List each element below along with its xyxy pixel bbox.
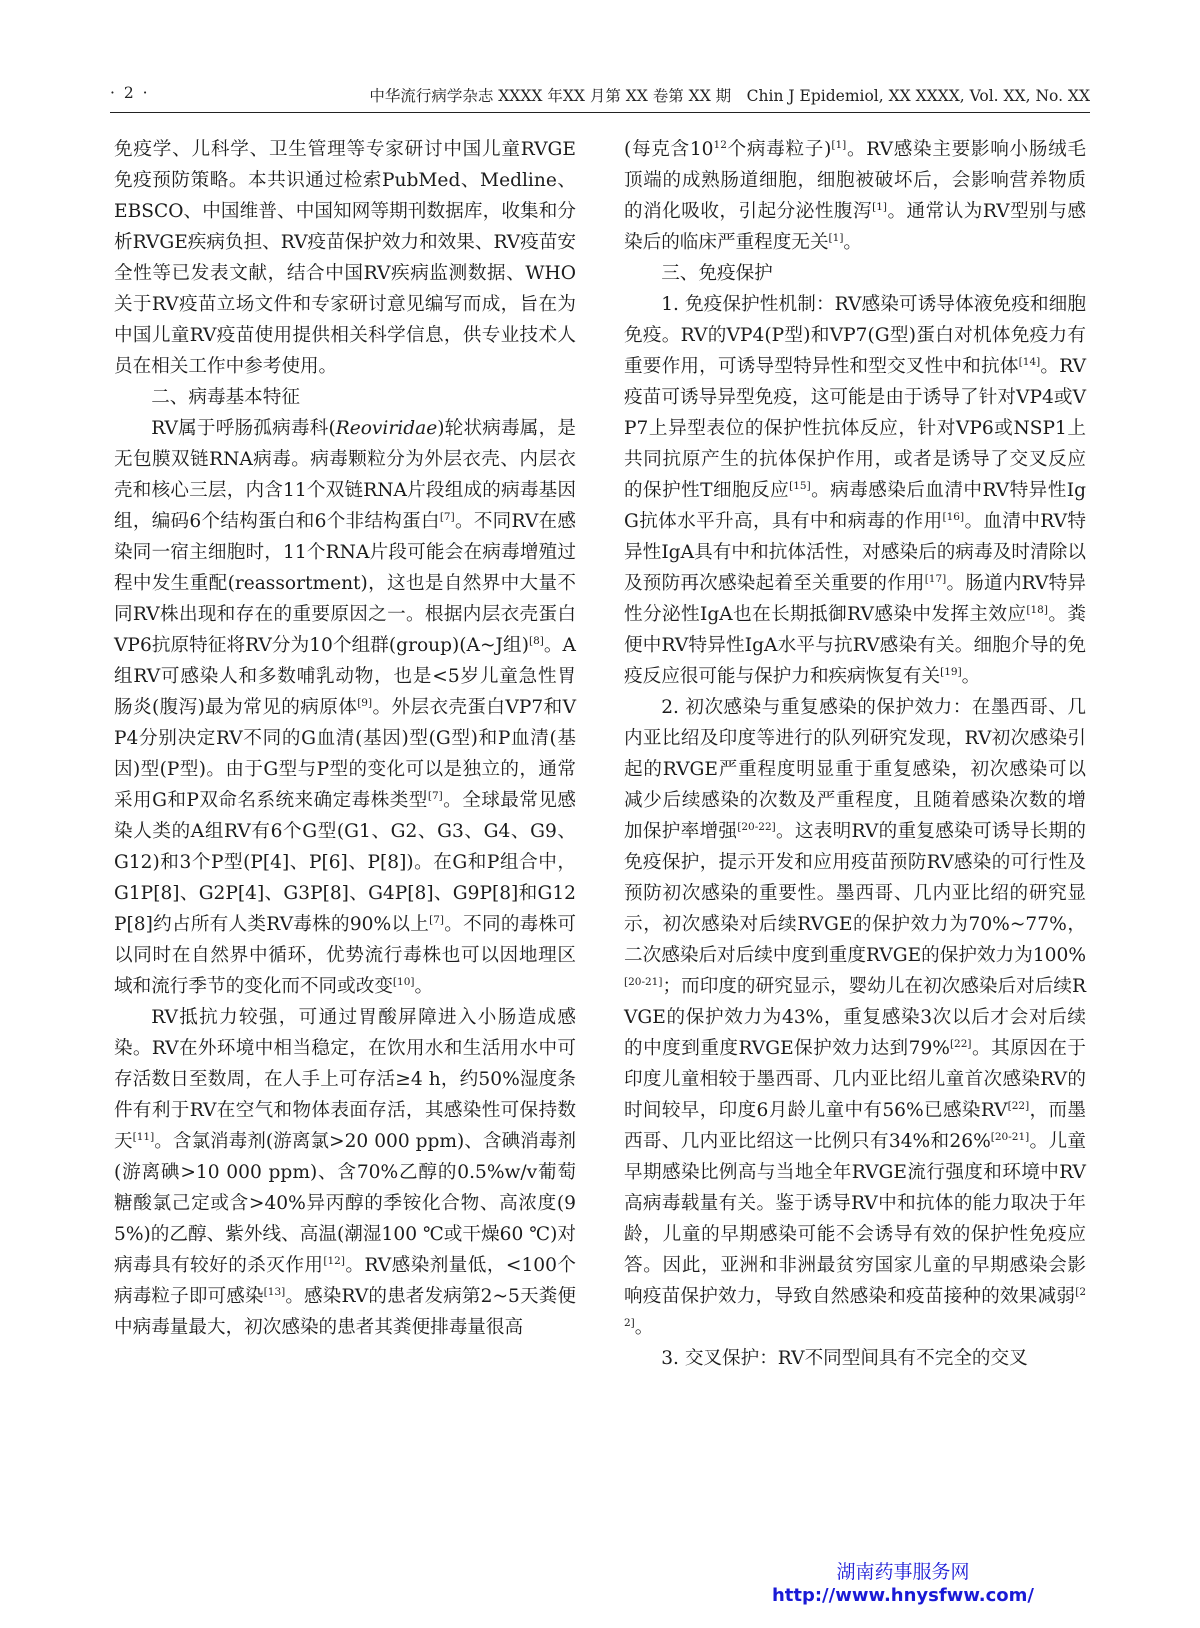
paragraph-intro-continued: 免疫学、儿科学、卫生管理等专家研讨中国儿童RVGE免疫预防策略。本共识通过检索PubMed、Medline、EBSCO、中国维普、中国知网等期刊数据库，收集和分析RVGE疾病负担、RV疫苗保护效力和效果、RV疫苗安全性等已发表文献，结合中国RV疾病监测数据、WHO关于RV疫苗立场文件和专家研讨意见编写而成，旨在为中国儿童RV疫苗使用提供相关科学信息，供专业技术人员在相关工作中参考使用。 xyxy=(114,139,577,377)
left-column xyxy=(114,134,576,1343)
citation: [9] xyxy=(357,697,373,709)
citation: [17] xyxy=(924,573,947,585)
paragraph-repeat-infection: 2. 初次感染与重复感染的保护效力：在墨西哥、几内亚比绍及印度等进行的队列研究发现，RV初次感染引起的RVGE严重程度明显重于重复感染，初次感染可以减少后续感染的次数及严重程度，且随着感染次数的增加保护率增强[20-22]。这表明RV的重复感染可诱导长期的免疫保护，提示开发和应用疫苗预防RV感染的可行性及预防初次感染的重要性。墨西哥、几内亚比绍的研究显示，初次感染对后续RVGE的保护效力为70%~77%，二次感染后对后续中度到重度RVGE的保护效力为100%[20-21]；而印度的研究显示，婴幼儿在初次感染后对后续RVGE的保护效力为43%，重复感染3次以后才会对后续的中度到重度RVGE保护效力达到79%[22]。其原因在于印度儿童相较于墨西哥、几内亚比绍儿童首次感染RV的时间较早，印度6月龄儿童中有56%已感染RV[22]，而墨西哥、几内亚比绍这一比例只有34%和26%[20-21]。儿童早期感染比例高与当地全年RVGE流行强度和环境中RV高病毒载量有关。鉴于诱导RV中和抗体的能力取决于年龄，儿童的早期感染可能不会诱导有效的保护性免疫应答。因此，亚洲和非洲最贫穷国家儿童的早期感染会影响疫苗保护效力，导致自然感染和疫苗接种的效果减弱[22]。 xyxy=(624,697,1086,1338)
citation: [13] xyxy=(263,1286,286,1298)
citation: [1] xyxy=(828,232,844,244)
citation: [16] xyxy=(942,511,965,523)
exponent: 12 xyxy=(713,139,727,151)
citation: [15] xyxy=(789,480,811,492)
paragraph-immune-mechanism: 1. 免疫保护性机制：RV感染可诱导体液免疫和细胞免疫。RV的VP4(P型)和VP7(G型)蛋白对机体免疫力有重要作用，可诱导型特异性和型交叉性中和抗体[14]。RV疫苗可诱导异型免疫，这可能是由于诱导了针对VP4或VP7上异型表位的保护性抗体反应，针对VP6或NSP1上共同抗原产生的抗体保护作用，或者是诱导了交叉反应的保护性T细胞反应[15]。病毒感染后血清中RV特异性IgG抗体水平升高，具有中和病毒的作用[16]。血清中RV特异性IgA具有中和抗体活性，对感染后的病毒及时清除以及预防再次感染起着至关重要的作用[17]。肠道内RV特异性分泌性IgA也在长期抵御RV感染中发挥主效应[18]。粪便中RV特异性IgA水平与抗RV感染有关。细胞介导的免疫反应很可能与保护力和疾病恢复有关[19]。 xyxy=(624,294,1087,687)
citation: [10] xyxy=(392,976,415,988)
paragraph-cross-protection: 3. 交叉保护：RV不同型间具有不完全的交叉 xyxy=(661,1348,1028,1369)
citation: [1] xyxy=(872,201,887,213)
page-number: · 2 · xyxy=(110,84,150,102)
watermark-site-name: 湖南药事服务网 xyxy=(836,1561,970,1583)
citation: [11] xyxy=(132,1131,155,1143)
citation: [12] xyxy=(323,1255,345,1267)
citation: [19] xyxy=(940,666,962,678)
citation: [8] xyxy=(528,635,544,647)
citation: [14] xyxy=(1018,356,1041,368)
citation: [20-22] xyxy=(737,821,776,833)
section-heading-immune-protection: 三、免疫保护 xyxy=(661,263,773,284)
citation: [22] xyxy=(624,1286,1086,1329)
taxon-name: Reoviridae xyxy=(335,418,438,439)
citation: [22] xyxy=(949,1038,972,1050)
paragraph-virus-taxonomy: RV属于呼肠孤病毒科(Reoviridae)轮状病毒属，是无包膜双链RNA病毒。病毒颗粒分为外层衣壳、内层衣壳和核心三层，内含11个双链RNA片段组成的病毒基因组，编码6个结构蛋白和6个非结构蛋白[7]。不同RV在感染同一宿主细胞时，11个RNA片段可能会在病毒增殖过程中发生重配(reassortment)，这也是自然界中大量不同RV株出现和存在的重要原因之一。根据内层衣壳蛋白VP6抗原特征将RV分为10个组群(group)(A~J组)[8]。A组RV可感染人和多数哺乳动物，也是<5岁儿童急性胃肠炎(腹泻)最为常见的病原体[9]。外层衣壳蛋白VP7和VP4分别决定RV不同的G血清(基因)型(G型)和P血清(基因)型(P型)。由于G型与P型的变化可以是独立的，通常采用G和P双命名系统来确定毒株类型[7]。全球最常见感染人类的A组RV有6个G型(G1、G2、G3、G4、G9、G12)和3个P型(P[4]、P[6]、P[8])。在G和P组合中，G1P[8]、G2P[4]、G3P[8]、G4P[8]、G9P[8]和G12P[8]约占所有人类RV毒株的90%以上[7]。不同的毒株可以同时在自然界中循环，优势流行毒株也可以因地理区域和流行季节的变化而不同或改变[10]。 xyxy=(114,418,576,997)
paragraph-virus-resistance: RV抵抗力较强，可通过胃酸屏障进入小肠造成感染。RV在外环境中相当稳定，在饮用水和生活用水中可存活数日至数周，在人手上可存活≥4 h，约50%湿度条件有利于RV在空气和物体表面存活，其感染性可保持数天[11]。含氯消毒剂(游离氯>20 000 ppm)、含碘消毒剂(游离碘>10 000 ppm)、含70%乙醇的0.5%w/v葡萄糖酸氯己定或含>40%异丙醇的季铵化合物、高浓度(95%)的乙醇、紫外线、高温(潮湿100 ℃或干燥60 ℃)对病毒具有较好的杀灭作用[12]。RV感染剂量低，<100个病毒粒子即可感染[13]。感染RV的患者发病第2~5天粪便中病毒量最大，初次感染的患者其粪便排毒量很高 xyxy=(114,1007,576,1338)
citation: [7] xyxy=(429,914,444,926)
journal-citation: 中华流行病学杂志 XXXX 年XX 月第 XX 卷第 XX 期 Chin J Epidemiol, XX XXXX, Vol. XX, No. XX xyxy=(369,87,1090,105)
right-column xyxy=(624,134,1086,1374)
citation: [7] xyxy=(439,511,455,523)
paragraph-shedding-continued: (每克含$10^{12}$个病毒粒子)[1]。RV感染主要影响小肠绒毛顶端的成熟肠道细胞，细胞被破坏后，会影响营养物质的消化吸收，引起分泌性腹泻[1]。通常认为RV型别与感染后的临床严重程度无关[1]。 xyxy=(624,139,1087,253)
site-watermark xyxy=(772,1560,1034,1608)
citation: [7] xyxy=(427,790,443,802)
citation: [22] xyxy=(1007,1100,1030,1112)
watermark-url[interactable]: http://www.hnysfww.com/ xyxy=(771,1585,1034,1606)
section-heading-virus-features: 二、病毒基本特征 xyxy=(151,387,300,408)
citation: [18] xyxy=(1026,604,1048,616)
citation: [1] xyxy=(831,139,847,151)
citation: [20-21] xyxy=(624,976,663,988)
running-header xyxy=(110,78,1090,113)
citation: [20-21] xyxy=(990,1131,1030,1143)
